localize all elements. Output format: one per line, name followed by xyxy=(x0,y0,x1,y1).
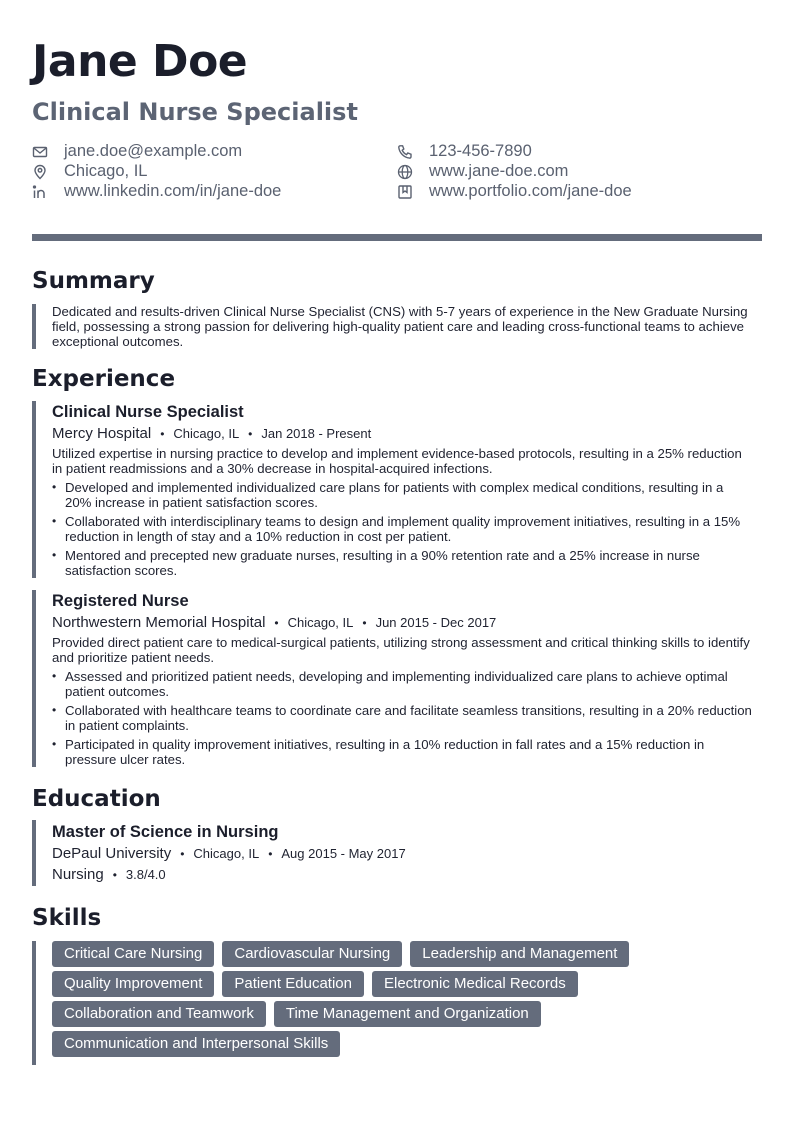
header-divider xyxy=(32,234,762,241)
summary-text: Dedicated and results-driven Clinical Nurse Specialist (CNS) with 5-7 years of experience in the New Graduate Nursing field, possessing a strong passion for delivering high-quality patient care and leading cross-functional teams to achieve exceptional outcomes. xyxy=(32,304,762,349)
skill-chip: Critical Care Nursing xyxy=(52,941,214,967)
contact-phone[interactable] xyxy=(397,142,762,161)
job-title: Clinical Nurse Specialist xyxy=(52,403,244,421)
contact-linkedin[interactable] xyxy=(32,182,397,201)
education-heading: Education xyxy=(32,786,161,812)
job-meta xyxy=(52,425,762,443)
list-item: • Collaborated with interdisciplinary teams to design and implement quality improvement initiatives, resulting in a 15% reduction in length of stay and a 10% reduction in cost per patient. xyxy=(52,514,762,544)
job-location: Chicago, IL xyxy=(287,615,354,630)
meta-separator: • xyxy=(268,847,273,861)
contact-location-text: Chicago, IL xyxy=(64,162,148,180)
field-of-study: Nursing xyxy=(52,866,104,883)
list-item: • Participated in quality improvement initiatives, resulting in a 10% reduction in fall rates and a 15% reduction in pressure ulcer rates. xyxy=(52,737,762,767)
experience-heading: Experience xyxy=(32,366,176,392)
contact-portfolio-text: www.portfolio.com/jane-doe xyxy=(429,182,632,200)
contact-phone-text: 123-456-7890 xyxy=(429,142,532,160)
education-entry xyxy=(32,820,762,886)
school-location: Chicago, IL xyxy=(193,846,260,861)
globe-icon xyxy=(397,164,413,180)
summary-heading: Summary xyxy=(32,268,155,294)
meta-separator: • xyxy=(362,616,367,630)
job-description: Utilized expertise in nursing practice to develop and implement evidence-based protocols, resulting in a 25% reduction in patient readmissions and a 30% decrease in hospital-acquired infections. xyxy=(52,446,742,476)
bookmark-icon xyxy=(397,184,413,200)
skill-chip: Leadership and Management xyxy=(410,941,629,967)
gpa: 3.8/4.0 xyxy=(125,867,166,882)
phone-icon xyxy=(397,144,413,160)
skill-chip: Patient Education xyxy=(222,971,364,997)
job-employer: Mercy Hospital xyxy=(52,425,152,442)
degree-title: Master of Science in Nursing xyxy=(52,823,279,841)
job-dates: Jan 2018 - Present xyxy=(261,426,372,441)
contact-email-text: jane.doe@example.com xyxy=(64,142,243,160)
contact-website-text: www.jane-doe.com xyxy=(429,162,569,180)
contact-email[interactable] xyxy=(32,142,397,161)
contact-list xyxy=(32,142,762,201)
contact-portfolio[interactable] xyxy=(397,182,762,201)
job-description: Provided direct patient care to medical-surgical patients, utilizing strong assessment and critical thinking skills to identify and prioritize patient needs. xyxy=(52,635,750,665)
skill-chip: Time Management and Organization xyxy=(274,1001,541,1027)
job-entry xyxy=(32,590,762,767)
job-meta xyxy=(52,614,762,632)
school-name: DePaul University xyxy=(52,845,172,862)
list-item: • Collaborated with healthcare teams to coordinate care and facilitate seamless transitions, resulting in a 20% reduction in patient complaints. xyxy=(52,703,762,733)
skill-chip: Collaboration and Teamwork xyxy=(52,1001,266,1027)
skill-chip: Cardiovascular Nursing xyxy=(222,941,402,967)
contact-website[interactable] xyxy=(397,162,762,181)
meta-separator: • xyxy=(248,427,253,441)
meta-separator: • xyxy=(180,847,185,861)
education-meta xyxy=(52,845,762,863)
map-pin-icon xyxy=(32,164,48,180)
education-field-meta xyxy=(52,866,762,884)
job-employer: Northwestern Memorial Hospital xyxy=(52,614,266,631)
skill-chip: Communication and Interpersonal Skills xyxy=(52,1031,340,1057)
skills-list xyxy=(32,941,692,1065)
candidate-name: Jane Doe xyxy=(32,36,248,87)
skill-chip: Quality Improvement xyxy=(52,971,214,997)
candidate-title: Clinical Nurse Specialist xyxy=(32,98,358,126)
list-item: • Assessed and prioritized patient needs, developing and implementing individualized care plans to achieve optimal patient outcomes. xyxy=(52,669,762,699)
skills-heading: Skills xyxy=(32,905,102,931)
linkedin-icon xyxy=(32,184,48,200)
job-bullets xyxy=(52,669,762,767)
contact-location xyxy=(32,162,397,181)
meta-separator: • xyxy=(274,616,279,630)
list-item: • Developed and implemented individualized care plans for patients with complex medical conditions, resulting in a 20% increase in patient satisfaction scores. xyxy=(52,480,762,510)
job-dates: Jun 2015 - Dec 2017 xyxy=(375,615,497,630)
meta-separator: • xyxy=(112,868,117,882)
list-item: • Mentored and precepted new graduate nurses, resulting in a 90% retention rate and a 25% increase in nurse satisfaction scores. xyxy=(52,548,762,578)
job-entry xyxy=(32,401,762,578)
envelope-icon xyxy=(32,144,48,160)
job-bullets xyxy=(52,480,762,578)
job-title: Registered Nurse xyxy=(52,592,189,610)
job-location: Chicago, IL xyxy=(173,426,240,441)
skill-chip: Electronic Medical Records xyxy=(372,971,578,997)
contact-linkedin-text: www.linkedin.com/in/jane-doe xyxy=(64,182,282,200)
meta-separator: • xyxy=(160,427,165,441)
education-dates: Aug 2015 - May 2017 xyxy=(281,846,406,861)
